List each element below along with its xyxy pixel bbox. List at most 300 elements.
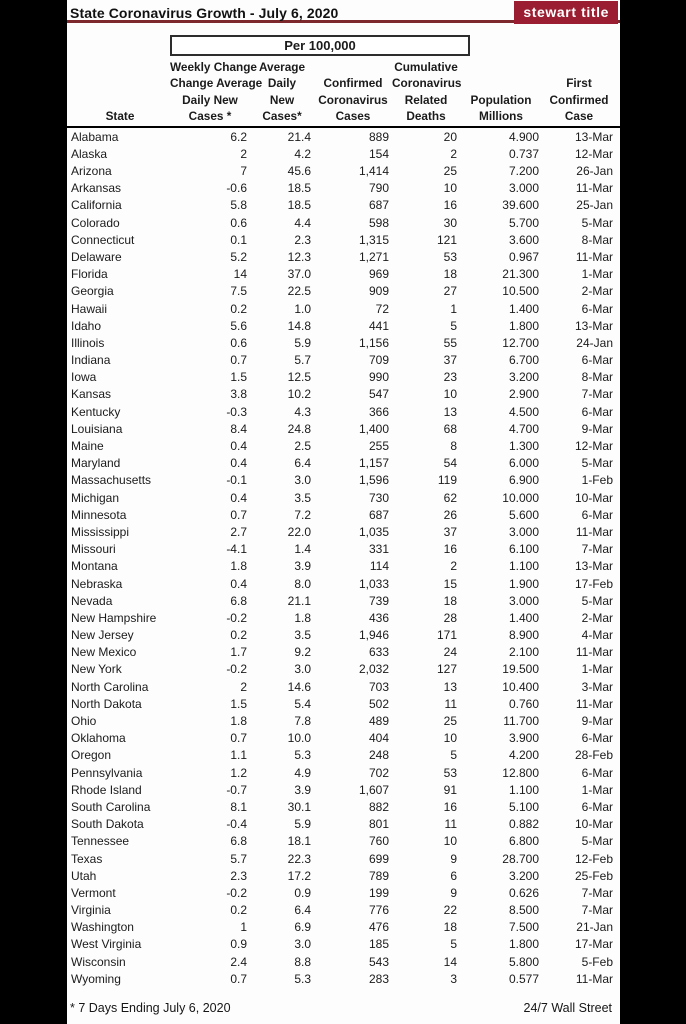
value-cell: 6.2 <box>230 129 247 144</box>
title-bar <box>67 0 620 23</box>
value-cell: 3.9 <box>294 559 311 574</box>
value-cell: 909 <box>368 284 389 299</box>
value-cell: 0.760 <box>508 696 539 711</box>
value-cell: 1.8 <box>294 610 311 625</box>
value-cell: 18.5 <box>287 181 311 196</box>
report-panel <box>67 0 620 1024</box>
value-cell: 8.8 <box>294 954 311 969</box>
column-header-population-millions: Population Millions <box>470 92 532 124</box>
value-cell: 119 <box>437 473 457 488</box>
value-cell: 21.4 <box>287 129 311 144</box>
value-cell: 10 <box>443 181 457 196</box>
table-row <box>70 489 620 506</box>
value-cell: 23 <box>443 370 457 385</box>
value-cell: 0.737 <box>508 146 539 161</box>
state-name: Delaware <box>71 249 122 264</box>
state-name: California <box>71 198 122 213</box>
value-cell: 2.100 <box>508 645 539 660</box>
value-cell: 1.5 <box>230 370 247 385</box>
source-credit: 24/7 Wall Street <box>523 1001 612 1016</box>
value-cell: 6.700 <box>508 353 539 368</box>
table-row <box>70 609 620 626</box>
value-cell: 22.0 <box>287 524 311 539</box>
value-cell: 0.577 <box>508 971 539 986</box>
value-cell: 6.000 <box>508 456 539 471</box>
value-cell: 1.300 <box>508 439 539 454</box>
value-cell: 1,157 <box>358 456 389 471</box>
state-name: Illinois <box>71 335 105 350</box>
value-cell: 5.3 <box>294 748 311 763</box>
value-cell: 30 <box>443 215 457 230</box>
value-cell: 39.600 <box>502 198 539 213</box>
column-header-confirmed-cases: Confirmed Coronavirus Cases <box>318 76 388 124</box>
value-cell: 2,032 <box>358 662 389 677</box>
value-cell: 53 <box>443 249 457 264</box>
table-row <box>70 867 620 884</box>
value-cell: 121 <box>436 232 457 247</box>
value-cell: 21.300 <box>502 267 539 282</box>
table-row <box>70 764 620 781</box>
state-name: Virginia <box>71 903 111 918</box>
value-cell: 709 <box>368 353 389 368</box>
value-cell: 26-Jan <box>576 164 613 179</box>
value-cell: 13 <box>443 404 457 419</box>
value-cell: 5 <box>450 748 457 763</box>
per-capita-row <box>67 35 620 57</box>
value-cell: 5 <box>450 937 457 952</box>
value-cell: 13-Mar <box>574 129 613 144</box>
value-cell: 5.6 <box>230 318 247 333</box>
value-cell: 114 <box>369 559 389 574</box>
value-cell: 543 <box>368 954 389 969</box>
value-cell: -4.1 <box>226 542 247 557</box>
value-cell: 127 <box>436 662 457 677</box>
value-cell: 0.7 <box>230 507 247 522</box>
value-cell: 7-Mar <box>581 903 613 918</box>
value-cell: 6-Mar <box>581 507 613 522</box>
value-cell: 19.500 <box>502 662 539 677</box>
value-cell: 22.3 <box>287 851 311 866</box>
table-row <box>70 936 620 953</box>
value-cell: 7.2 <box>294 507 311 522</box>
value-cell: 2 <box>450 146 457 161</box>
value-cell: 990 <box>368 370 389 385</box>
value-cell: 21.1 <box>287 593 311 608</box>
value-cell: 24-Jan <box>576 335 613 350</box>
value-cell: 10 <box>443 387 457 402</box>
value-cell: 6-Mar <box>581 301 613 316</box>
value-cell: 6-Mar <box>581 731 613 746</box>
column-header-average-daily-new-cases: Average Daily New Cases* <box>258 60 306 124</box>
state-name: Kansas <box>71 387 112 402</box>
value-cell: 28-Feb <box>574 748 613 763</box>
state-name: Connecticut <box>71 232 135 247</box>
state-name: Pennsylvania <box>71 765 143 780</box>
value-cell: 0.4 <box>230 576 247 591</box>
table-row <box>70 884 620 901</box>
value-cell: 37 <box>443 524 457 539</box>
value-cell: 7 <box>240 164 247 179</box>
value-cell: -0.1 <box>226 473 247 488</box>
value-cell: 6.900 <box>508 473 539 488</box>
state-name: Arkansas <box>71 181 122 196</box>
value-cell: 5.7 <box>294 353 311 368</box>
value-cell: 53 <box>443 765 457 780</box>
value-cell: 5.8 <box>230 198 247 213</box>
state-name: Maine <box>71 439 104 454</box>
value-cell: 11.700 <box>503 714 539 729</box>
value-cell: 16 <box>443 799 457 814</box>
state-name: Mississippi <box>71 524 130 539</box>
state-name: Wisconsin <box>71 954 126 969</box>
footnote: * 7 Days Ending July 6, 2020 <box>70 1001 231 1016</box>
table-row <box>70 953 620 970</box>
value-cell: 12.5 <box>287 370 311 385</box>
state-name: Hawaii <box>71 301 108 316</box>
value-cell: 3 <box>450 971 457 986</box>
value-cell: 3.200 <box>508 370 539 385</box>
state-name: New Jersey <box>71 628 134 643</box>
state-name: Louisiana <box>71 421 123 436</box>
state-name: Tennessee <box>71 834 130 849</box>
value-cell: 6.100 <box>508 542 539 557</box>
value-cell: 730 <box>368 490 389 505</box>
value-cell: 11 <box>444 817 457 832</box>
value-cell: 502 <box>368 696 389 711</box>
state-name: Michigan <box>71 490 120 505</box>
value-cell: 3.200 <box>508 868 539 883</box>
value-cell: 1.400 <box>508 610 539 625</box>
value-cell: 25-Jan <box>576 198 613 213</box>
table-row <box>70 231 620 248</box>
value-cell: 3.0 <box>294 662 311 677</box>
state-name: Texas <box>71 851 103 866</box>
value-cell: 72 <box>375 301 389 316</box>
value-cell: 889 <box>368 129 389 144</box>
value-cell: 5.700 <box>508 215 539 230</box>
value-cell: 2.4 <box>230 954 247 969</box>
value-cell: 1.400 <box>508 301 539 316</box>
value-cell: 13 <box>443 679 457 694</box>
value-cell: 12.800 <box>502 765 539 780</box>
column-header-cumulative-deaths: Cumulative Coronavirus Related Deaths <box>392 60 462 124</box>
value-cell: 16 <box>443 542 457 557</box>
value-cell: 11 <box>444 696 457 711</box>
state-name: Washington <box>71 920 134 935</box>
value-cell: 0.7 <box>230 353 247 368</box>
state-name: West Virginia <box>71 937 142 952</box>
state-name: Indiana <box>71 353 111 368</box>
value-cell: 11-Mar <box>575 696 613 711</box>
value-cell: 10 <box>443 834 457 849</box>
value-cell: -0.2 <box>226 662 247 677</box>
value-cell: 2.3 <box>230 868 247 883</box>
value-cell: 22.5 <box>287 284 311 299</box>
value-cell: 25 <box>443 714 457 729</box>
value-cell: 6 <box>450 868 457 883</box>
value-cell: 255 <box>368 439 389 454</box>
value-cell: 1,035 <box>358 524 389 539</box>
value-cell: 776 <box>368 903 389 918</box>
state-name: Georgia <box>71 284 114 299</box>
table-row <box>70 369 620 386</box>
value-cell: 5.7 <box>230 851 247 866</box>
value-cell: 12-Mar <box>574 439 613 454</box>
value-cell: 11-Mar <box>575 249 613 264</box>
value-cell: 2.7 <box>230 524 247 539</box>
value-cell: 789 <box>368 868 389 883</box>
value-cell: 6-Mar <box>581 404 613 419</box>
value-cell: 8.900 <box>508 628 539 643</box>
value-cell: 4.2 <box>294 146 311 161</box>
value-cell: 3.8 <box>230 387 247 402</box>
value-cell: 1,400 <box>358 421 389 436</box>
value-cell: 12-Mar <box>574 146 613 161</box>
value-cell: 8.0 <box>294 576 311 591</box>
state-name: Colorado <box>71 215 120 230</box>
value-cell: 4.700 <box>508 421 539 436</box>
table-row <box>70 592 620 609</box>
value-cell: 28 <box>443 610 457 625</box>
state-name: Rhode Island <box>71 782 142 797</box>
value-cell: 55 <box>443 335 457 350</box>
value-cell: 11-Mar <box>575 971 613 986</box>
value-cell: 0.7 <box>230 731 247 746</box>
state-name: Massachusetts <box>71 473 152 488</box>
value-cell: 5-Mar <box>581 456 613 471</box>
table-row <box>70 747 620 764</box>
value-cell: 54 <box>443 456 457 471</box>
value-cell: 0.967 <box>508 249 539 264</box>
value-cell: 37 <box>443 353 457 368</box>
value-cell: 8.4 <box>230 421 247 436</box>
state-name: New Mexico <box>71 645 137 660</box>
value-cell: 331 <box>368 542 389 557</box>
value-cell: 0.4 <box>230 439 247 454</box>
value-cell: 14.8 <box>287 318 311 333</box>
state-name: Iowa <box>71 370 97 385</box>
state-name: Florida <box>71 267 108 282</box>
value-cell: 0.2 <box>230 301 247 316</box>
table-header <box>67 59 620 125</box>
value-cell: 0.4 <box>230 456 247 471</box>
value-cell: 5.3 <box>294 971 311 986</box>
value-cell: 598 <box>368 215 389 230</box>
value-cell: 20 <box>443 129 457 144</box>
value-cell: 7.8 <box>294 714 311 729</box>
value-cell: 1,156 <box>358 335 389 350</box>
value-cell: 30.1 <box>287 799 311 814</box>
state-name: Utah <box>71 868 97 883</box>
state-name: Oklahoma <box>71 731 126 746</box>
value-cell: 5.9 <box>294 335 311 350</box>
value-cell: 248 <box>368 748 389 763</box>
value-cell: 1.100 <box>508 559 539 574</box>
state-name: Oregon <box>71 748 112 763</box>
value-cell: 404 <box>368 731 389 746</box>
value-cell: 476 <box>368 920 389 935</box>
value-cell: 25 <box>443 164 457 179</box>
value-cell: 1-Feb <box>581 473 613 488</box>
table-row <box>70 214 620 231</box>
state-name: Missouri <box>71 542 116 557</box>
value-cell: 2-Mar <box>581 284 613 299</box>
value-cell: 5.4 <box>294 696 311 711</box>
value-cell: 3.5 <box>294 490 311 505</box>
value-cell: 6.9 <box>294 920 311 935</box>
value-cell: 1.8 <box>230 714 247 729</box>
table-row <box>70 781 620 798</box>
value-cell: 1,607 <box>358 782 389 797</box>
value-cell: 17-Mar <box>574 937 613 952</box>
table-row <box>70 970 620 987</box>
value-cell: 14 <box>443 954 457 969</box>
footer <box>67 1001 620 1015</box>
value-cell: 633 <box>368 645 389 660</box>
value-cell: 703 <box>368 679 389 694</box>
table-row <box>70 248 620 265</box>
value-cell: 8.1 <box>230 799 247 814</box>
value-cell: 1.8 <box>230 559 247 574</box>
value-cell: 24 <box>443 645 457 660</box>
column-header-first-confirmed-case: First Confirmed Case <box>549 76 609 124</box>
value-cell: 171 <box>436 628 457 643</box>
value-cell: 7-Mar <box>581 387 613 402</box>
value-cell: 6.4 <box>294 903 311 918</box>
value-cell: 12.3 <box>287 249 311 264</box>
value-cell: 1,271 <box>358 249 389 264</box>
state-name: North Carolina <box>71 679 149 694</box>
value-cell: 8-Mar <box>581 232 613 247</box>
state-name: Montana <box>71 559 118 574</box>
value-cell: 8-Mar <box>581 370 613 385</box>
value-cell: 28.700 <box>502 851 539 866</box>
value-cell: 11-Mar <box>575 181 613 196</box>
value-cell: 0.6 <box>230 215 247 230</box>
value-cell: 10.400 <box>502 679 539 694</box>
value-cell: 969 <box>368 267 389 282</box>
table-row <box>70 300 620 317</box>
value-cell: 10 <box>443 731 457 746</box>
value-cell: 1,946 <box>358 628 389 643</box>
value-cell: 5-Mar <box>581 215 613 230</box>
value-cell: 7-Mar <box>581 885 613 900</box>
value-cell: 1.800 <box>508 318 539 333</box>
table-row <box>70 420 620 437</box>
table-row <box>70 541 620 558</box>
value-cell: 702 <box>368 765 389 780</box>
value-cell: 10.2 <box>287 387 311 402</box>
value-cell: 0.2 <box>230 628 247 643</box>
value-cell: -0.7 <box>226 782 247 797</box>
value-cell: 1.0 <box>294 301 311 316</box>
value-cell: 3.000 <box>508 181 539 196</box>
value-cell: 2 <box>450 559 457 574</box>
value-cell: 8 <box>450 439 457 454</box>
state-name: Arizona <box>71 164 112 179</box>
value-cell: 26 <box>443 507 457 522</box>
value-cell: 5.2 <box>230 249 247 264</box>
value-cell: 1.1 <box>230 748 247 763</box>
table-row <box>70 317 620 334</box>
column-header-state: State <box>105 109 135 124</box>
value-cell: 68 <box>443 421 457 436</box>
value-cell: 6.8 <box>230 834 247 849</box>
value-cell: 14 <box>233 267 247 282</box>
value-cell: 4.500 <box>508 404 539 419</box>
value-cell: 9-Mar <box>581 714 613 729</box>
value-cell: 4.200 <box>508 748 539 763</box>
value-cell: 489 <box>368 714 389 729</box>
value-cell: 45.6 <box>287 164 311 179</box>
value-cell: 24.8 <box>287 421 311 436</box>
value-cell: 0.626 <box>508 885 539 900</box>
value-cell: 3.900 <box>508 731 539 746</box>
table-row <box>70 644 620 661</box>
state-name: Wyoming <box>71 971 121 986</box>
value-cell: 7.200 <box>508 164 539 179</box>
value-cell: 4.900 <box>508 129 539 144</box>
value-cell: 5 <box>450 318 457 333</box>
value-cell: 9-Mar <box>581 421 613 436</box>
value-cell: 4.3 <box>294 404 311 419</box>
state-name: South Carolina <box>71 799 151 814</box>
value-cell: 283 <box>368 971 389 986</box>
value-cell: 760 <box>368 834 389 849</box>
value-cell: 37.0 <box>287 267 311 282</box>
value-cell: 1-Mar <box>581 267 613 282</box>
value-cell: 699 <box>368 851 389 866</box>
value-cell: 3-Mar <box>581 679 613 694</box>
value-cell: 6-Mar <box>581 353 613 368</box>
table-row <box>70 352 620 369</box>
value-cell: 2.5 <box>294 439 311 454</box>
state-name: Alabama <box>71 129 119 144</box>
value-cell: 1-Mar <box>581 662 613 677</box>
value-cell: 6-Mar <box>581 799 613 814</box>
table-row <box>70 523 620 540</box>
state-name: Nevada <box>71 593 113 608</box>
table-row <box>70 266 620 283</box>
value-cell: 7.500 <box>508 920 539 935</box>
value-cell: 366 <box>368 404 389 419</box>
value-cell: 3.000 <box>508 524 539 539</box>
state-name: North Dakota <box>71 696 142 711</box>
value-cell: 441 <box>368 318 389 333</box>
value-cell: 10-Mar <box>574 817 613 832</box>
value-cell: 1.800 <box>508 937 539 952</box>
column-header-weekly-change: Weekly Change Change Average Daily New Cases * <box>170 60 263 124</box>
table-row <box>70 506 620 523</box>
value-cell: 8.500 <box>508 903 539 918</box>
state-name: Idaho <box>71 318 102 333</box>
value-cell: 6-Mar <box>581 765 613 780</box>
value-cell: 1,033 <box>358 576 389 591</box>
value-cell: 2-Mar <box>581 610 613 625</box>
value-cell: 1 <box>450 301 457 316</box>
value-cell: 199 <box>368 885 389 900</box>
value-cell: -0.3 <box>226 404 247 419</box>
table-row <box>70 472 620 489</box>
table-row <box>70 558 620 575</box>
value-cell: 1,315 <box>358 232 389 247</box>
value-cell: 3.0 <box>294 937 311 952</box>
value-cell: -0.6 <box>226 181 247 196</box>
table-row <box>70 283 620 300</box>
table-row <box>70 678 620 695</box>
value-cell: 5.800 <box>508 954 539 969</box>
value-cell: 790 <box>368 181 389 196</box>
